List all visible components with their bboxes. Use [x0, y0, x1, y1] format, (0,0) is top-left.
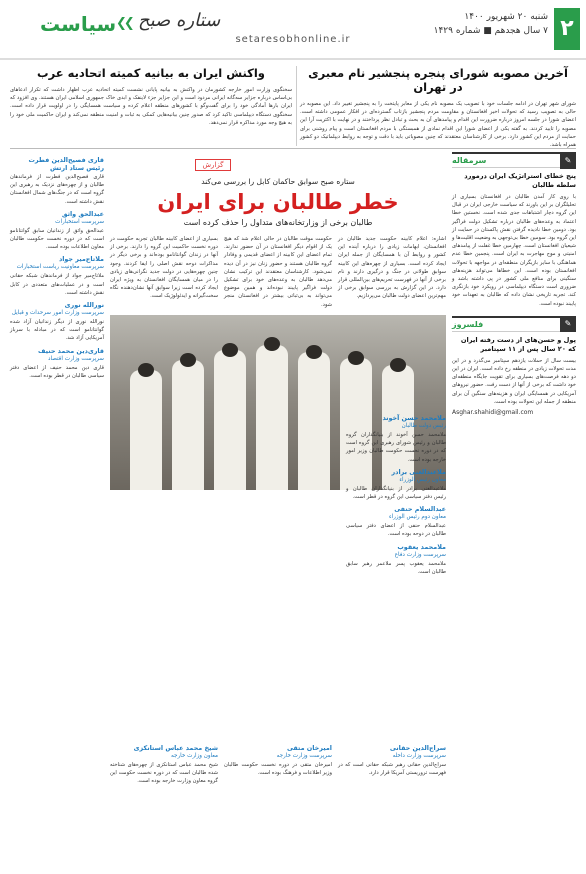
chevron-icon: ❯❯ [116, 16, 132, 31]
tehran-body: شورای شهر تهران در ادامه جلسات خود با تصویب یک مصوبه نام یکی از معابر پایتخت را به پنجشیر تغییر داد. این مصوبه در حالی به تصویب رسید که تحولات اخیر افغانستان و مقاومت مردم پنجشیر بازتاب گسترده‌ای در افکار عمومی داشته است. اعضای شورا در جلسه امروز درباره ضرورت این اقدام و پیامدهای آن به بحث و تبادل نظر پرداختند و در نهایت با اکثریت آرا این مصوبه را تایید کردند. به گفته یکی از اعضای شورا این اقدام نمادی از همبستگی با مردم افغانستان است و پیام روشنی برای حمایت از مردم این کشور دارد. برخی از کارشناسان معتقدند که چنین مصوباتی باید با دقت و توجه به روابط دیپلماتیک دو کشور همراه باشد. [300, 101, 576, 149]
profile-name: قاری فصیح‌الدین فطرت رئیس ستاد ارتش [28, 156, 104, 172]
profile-text: ملامحمد حسن آخوند از بنیانگذاران گروه طالبان و رئیس شورای رهبری این گروه است که در دوره نخست حکومت طالبان وزیر امور خارجه بوده است. [346, 432, 446, 463]
profile-name: عبدالسلام حنفی [394, 505, 446, 514]
arab-league-body: سخنگوی وزارت امور خارجه کشورمان در واکنش به بیانیه پایانی نشست کمیته اتحادیه عرب اظهار داشت که تکرار ادعاهای بی‌اساس درباره جزایر سه‌گانه ایرانی مردود است و این جزایر جزء لاینفک و ابدی خاک جمهوری اسلامی ایران هستند. وی افزود که ایران بارها آمادگی خود را برای گفت‌وگو با کشورهای منطقه اعلام کرده و سیاست همسایگی را در اولویت قرار داده است. سخنگوی دستگاه دیپلماسی تاکید کرد که صدور چنین بیانیه‌هایی کمکی به ثبات و امنیت منطقه نمی‌کند و ایران حاکمیت ملی خود را به هیچ وجه مورد مذاکره قرار نمی‌دهد. [10, 87, 292, 126]
issue-line: ۷ سال هجدهم ■ شماره ۱۴۲۹ [433, 26, 548, 36]
tehran-story [300, 66, 576, 149]
report-subtitle: طالبان برخی از وزارتخانه‌های متداول را حذف کرده است [183, 218, 373, 227]
profile-name: شیخ محمد عباس استانکزی [133, 744, 218, 752]
profile-name: سراج‌الدین حقانی [389, 744, 446, 752]
profile-text: نورالله نوری از دیگر زندانیان آزاد شده گوانتانامو است که در مبادله با سرباز آمریکایی آزاد شد. [10, 319, 104, 342]
author-email[interactable]: Asghar.shahidi@gmail.com [452, 409, 534, 417]
profile-block [224, 740, 332, 786]
opinion-tag [452, 316, 576, 332]
profile-name: نورالله نوری [64, 301, 104, 310]
profile-text: ملاعبدالغنی برادر از بنیانگذاران طالبان و رئیس دفتر سیاسی این گروه در قطر است. [346, 485, 446, 501]
profile-role: سرپرست استخبارات [55, 218, 104, 225]
report-column: اشاره: اعلام کابینه حکومت جدید طالبان در افغانستان، ابهامات زیادی را درباره آینده این کشور و روابط آن با همسایگان از جمله ایران ایجاد کرده است. بسیاری از چهره‌های این کابینه سوابق طولانی در جنگ و درگیری دارند و نام برخی از آنها در فهرست تحریم‌های بین‌المللی قرار دارد. در این گزارش به بررسی سوابق برخی از مهم‌ترین اعضای دولت طالبان می‌پردازیم. [338, 236, 446, 300]
profile-role: معاون رئیس الوزراء [399, 476, 446, 483]
editorial-tag [452, 152, 576, 168]
profile-block [338, 740, 446, 786]
profile-role: معاون وزارت خارجه [170, 753, 218, 759]
profiles-column [346, 410, 446, 576]
left-profiles-column [10, 152, 104, 380]
editorial-icon: ✎ [560, 153, 576, 169]
profile-role: سرپرست وزارت داخله [392, 753, 446, 759]
editorial-title: پنج خطای استراتژیک ایران درمورد سلطه طالبان [464, 172, 576, 189]
opinion-icon: ✎ [560, 316, 576, 332]
editorial-body: با روی کار آمدن طالبان در افغانستان بسیاری از تحلیلگران بر این باورند که سیاست خارجی ایران در قبال این گروه دچار اشتباهات جدی شده است. نخستین خطا اعتماد به وعده‌های طالبان درباره تشکیل دولت فراگیر بود. دومین خطا نادیده گرفتن نقش پاکستان در حمایت از این گروه بود. سومین خطا بی‌توجهی به وضعیت اقلیت‌ها و شیعیان افغانستان است. چهارمین خطا غفلت از پیامدهای امنیتی و موج مهاجرت به ایران است. پنجمین خطا عدم هماهنگی با سایر بازیگران منطقه‌ای در مواجهه با تحولات افغانستان بوده است. این خطاها می‌تواند هزینه‌های سنگینی برای منافع ملی کشور در پی داشته باشد و ضروری است دستگاه دیپلماسی در رویکرد خود بازنگری کند. تجربه تاریخی نشان داده که طالبان به تعهدات خود پایبند نبوده است. [452, 194, 576, 307]
newspaper-logo: ستاره صبح [138, 10, 221, 31]
profile-role: رئیس دولت طالبان [401, 423, 446, 429]
profile-role: معاون دوم رئیس الوزراء [388, 514, 446, 521]
profile-text: قاری فصیح‌الدین فطرت از فرماندهان طالبان و از چهره‌های نزدیک به رهبری این گروه است که در جنگ‌های شمال افغانستان نقش داشته است. [10, 174, 104, 205]
profile-text: ملامحمد یعقوب پسر ملاعمر رهبر سابق طالبان است. [346, 560, 446, 575]
arab-league-story [10, 66, 292, 127]
profile-text: امیرخان متقی در دوره نخست حکومت طالبان وزیر اطلاعات و فرهنگ بوده است. [224, 762, 332, 777]
report-kicker: ستاره صبح سوابق حاکمان کابل را بررسی می‌کند [201, 177, 355, 186]
opinion-body: بیست سال از حملات یازدهم سپتامبر می‌گذرد و در این مدت تحولات زیادی در منطقه رخ داده است. ایران در این دو دهه فرصت‌های بسیاری برای تقویت جایگاه منطقه‌ای خود داشت که برخی از آنها از دست رفت. حضور نیروهای آمریکایی در همسایگی ایران و هزینه‌های سنگین آن برای منطقه از جمله این تحولات بوده است. [452, 357, 576, 405]
profile-name: قاری‌دین محمد حنیف [38, 346, 104, 355]
profile-text: قاری دین محمد حنیف از اعضای دفتر سیاسی طالبان در قطر بوده است. [10, 364, 104, 379]
profile-name: ملاتاج‌میر جواد [58, 255, 104, 264]
date-line: شنبه ۲۰ شهریور ۱۴۰۰ [464, 12, 548, 22]
profile-block [110, 740, 218, 786]
profile-role: سرپرست وزارت اقتصاد [47, 355, 104, 362]
profile-name: ملامحمد یعقوب [397, 542, 446, 551]
divider [296, 66, 297, 146]
page-number: ۲ [554, 8, 580, 50]
opinion-label: فلسروز [452, 319, 484, 329]
profile-role: سرپرست وزارت امور سرحدات و قبایل [11, 310, 104, 317]
profile-role: سرپرست وزارت دفاع [394, 551, 446, 558]
profile-text: سراج‌الدین حقانی رهبر شبکه حقانی است که در فهرست تروریستی آمریکا قرار دارد. [338, 762, 446, 777]
profile-text: شیخ محمد عباس استانکزی از چهره‌های شناخته شده طالبان است که در دوره نخست حکومت این گروه معاون وزارت خارجه بوده است. [110, 762, 218, 785]
report-tag: گزارش [195, 159, 230, 171]
bottom-profiles [110, 740, 446, 786]
profile-name: امیرخان متقی [286, 744, 332, 752]
report-column: حکومت موقت طالبان در حالی اعلام شد که هیچ یک از اقوام دیگر افغانستان در آن حضور ندارند. تمام اعضای این کابینه از اعضای قدیمی و وفادار گروه طالبان هستند و حضور زنان نیز در آن دیده نمی‌شود. کارشناسان معتقدند این ترکیب نشان می‌دهد طالبان به وعده‌های خود برای تشکیل دولت فراگیر پایبند نبوده‌اند و همین موضوع می‌تواند به بی‌ثباتی بیشتر در افغانستان منجر شود. [224, 236, 332, 308]
report-column: بسیاری از اعضای کابینه طالبان تجربه حکومت در دوره نخست حاکمیت این گروه را دارند. برخی از آنها در زندان گوانتانامو بوده‌اند و برخی دیگر در مذاکرات دوحه نقش اصلی را ایفا کردند. وجود چنین چهره‌هایی در دولت جدید نگرانی‌های زیادی را در میان همسایگان افغانستان به ویژه ایران ایجاد کرده است زیرا سوابق آنها نشان‌دهنده نگاه سخت‌گیرانه و ایدئولوژیک است. [110, 236, 218, 300]
profile-name: ملامحمد حسن آخوند [382, 414, 446, 422]
report-title: خطر طالبان برای ایران [157, 190, 399, 214]
profile-role: سرپرست وزارت خارجه [276, 753, 332, 759]
profile-text: ملاتاج‌میر جواد از فرماندهان شبکه حقانی است و در عملیات‌های متعددی در کابل نقش داشته است. [10, 273, 104, 296]
section-title: سیاست [40, 12, 117, 36]
arab-league-headline: واکنش ایران به بیانیه کمیته اتحادیه عرب [37, 66, 265, 80]
profile-name: ملاعبدالغنی برادر [391, 467, 446, 476]
profile-name: عبدالحق واثق [61, 209, 104, 218]
website[interactable]: setaresobhonline.ir [235, 34, 351, 45]
divider [10, 148, 576, 149]
opinion-title: پول و حسن‌های از دست رفته ایران که ۲۰ سال پس از ۱۱ سپتامبر [460, 335, 576, 353]
masthead [0, 0, 586, 60]
profile-text: عبدالحق واثق از زندانیان سابق گوانتانامو است که در دوره نخست حکومت طالبان معاون اطلاعات بوده است. [10, 227, 104, 251]
profile-role: سرپرست معاونیت ریاست استخبارات [16, 264, 104, 271]
editorial-column [452, 152, 576, 416]
profile-text: عبدالسلام حنفی از اعضای دفتر سیاسی طالبان در دوحه بوده است. [346, 523, 446, 538]
tehran-headline: آخرین مصوبه شورای پنجره پنجشیر نام معبری در تهران [308, 66, 568, 94]
editorial-label: سرمقاله [452, 156, 487, 165]
